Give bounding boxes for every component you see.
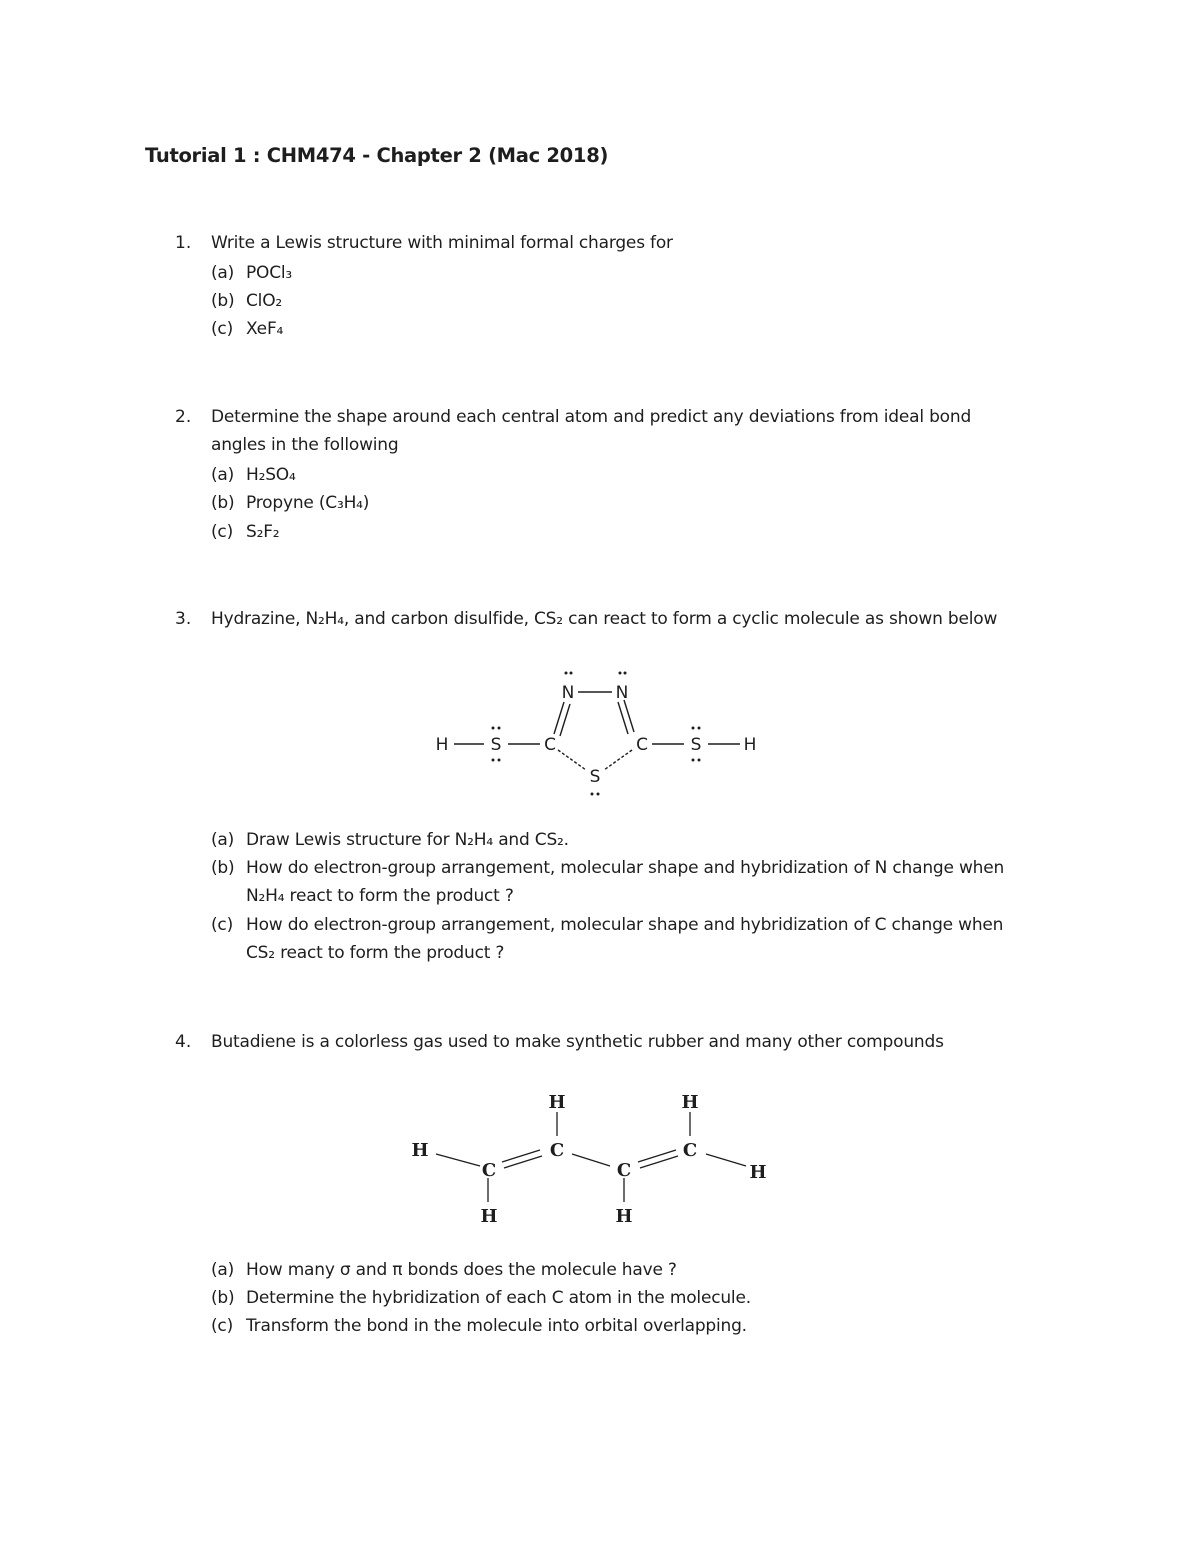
question-3-c-label: (c) — [211, 915, 234, 935]
question-1-text: Write a Lewis structure with minimal formal charges for — [211, 233, 673, 253]
bd-atom-c1: C — [481, 1160, 497, 1181]
bd-atom-h4: H — [681, 1092, 699, 1113]
question-2-text: Determine the shape around each central atom and predict any deviations from ideal bond — [211, 407, 972, 427]
question-3-a-text: Draw Lewis structure for N₂H₄ and CS₂. — [246, 830, 569, 850]
question-3-text: Hydrazine, N₂H₄, and carbon disulfide, CS₂ can react to form a cyclic molecule as shown below — [211, 609, 998, 629]
bd-atom-h5: H — [749, 1162, 767, 1183]
page-title: Tutorial 1 : CHM474 - Chapter 2 (Mac 2018) — [145, 144, 609, 167]
bd-atom-c3: C — [616, 1160, 632, 1181]
question-3-b-label: (b) — [211, 858, 235, 878]
question-4-b-label: (b) — [211, 1288, 235, 1308]
question-1-c-label: (c) — [211, 319, 234, 339]
question-4-c-label: (c) — [211, 1316, 234, 1336]
question-4-number: 4. — [175, 1032, 192, 1052]
question-2-c-label: (c) — [211, 522, 234, 542]
atom-c-right: C — [636, 735, 648, 755]
question-4-c-text: Transform the bond in the molecule into orbital overlapping. — [246, 1316, 747, 1336]
question-1-b-text: ClO₂ — [246, 291, 282, 311]
question-4-a-text: How many σ and π bonds does the molecule have ? — [246, 1260, 677, 1280]
question-3-c-text: How do electron-group arrangement, molecular shape and hybridization of C change when — [246, 915, 1004, 935]
question-4-b-text: Determine the hybridization of each C atom in the molecule. — [246, 1288, 751, 1308]
question-4-text: Butadiene is a colorless gas used to make synthetic rubber and many other compounds — [211, 1032, 944, 1052]
question-2-b-label: (b) — [211, 493, 235, 513]
question-4-a-label: (a) — [211, 1260, 235, 1280]
bd-atom-c4: C — [682, 1140, 698, 1161]
cyclic-molecule-diagram — [420, 660, 780, 810]
question-2-c-text: S₂F₂ — [246, 522, 280, 542]
bd-atom-h3: H — [615, 1206, 633, 1227]
question-2-a-text: H₂SO₄ — [246, 465, 296, 485]
question-1-c-text: XeF₄ — [246, 319, 284, 339]
atom-c-left: C — [544, 735, 556, 755]
atom-s-right: S — [690, 735, 702, 755]
question-2-a-label: (a) — [211, 465, 235, 485]
question-3-c-text-line2: CS₂ react to form the product ? — [246, 943, 505, 963]
question-3-a-label: (a) — [211, 830, 235, 850]
bd-atom-h1b: H — [480, 1206, 498, 1227]
atom-s-ring: S — [589, 767, 601, 787]
bd-atom-h1: H — [411, 1140, 429, 1161]
bd-atom-h2: H — [548, 1092, 566, 1113]
question-1-a-text: POCl₃ — [246, 263, 293, 283]
question-2-number: 2. — [175, 407, 192, 427]
butadiene-diagram — [400, 1090, 790, 1230]
question-1-b-label: (b) — [211, 291, 235, 311]
atom-n-right: N — [615, 683, 629, 703]
question-3-b-text: How do electron-group arrangement, molecular shape and hybridization of N change when — [246, 858, 1005, 878]
question-1-a-label: (a) — [211, 263, 235, 283]
question-2-text-line2: angles in the following — [211, 435, 399, 455]
atom-n-left: N — [561, 683, 575, 703]
bd-atom-c2: C — [549, 1140, 565, 1161]
question-1-number: 1. — [175, 233, 192, 253]
question-3-b-text-line2: N₂H₄ react to form the product ? — [246, 886, 514, 906]
question-3-number: 3. — [175, 609, 192, 629]
atom-h-right: H — [743, 735, 757, 755]
question-2-b-text: Propyne (C₃H₄) — [246, 493, 370, 513]
atom-s-left: S — [490, 735, 502, 755]
atom-h-left: H — [435, 735, 449, 755]
